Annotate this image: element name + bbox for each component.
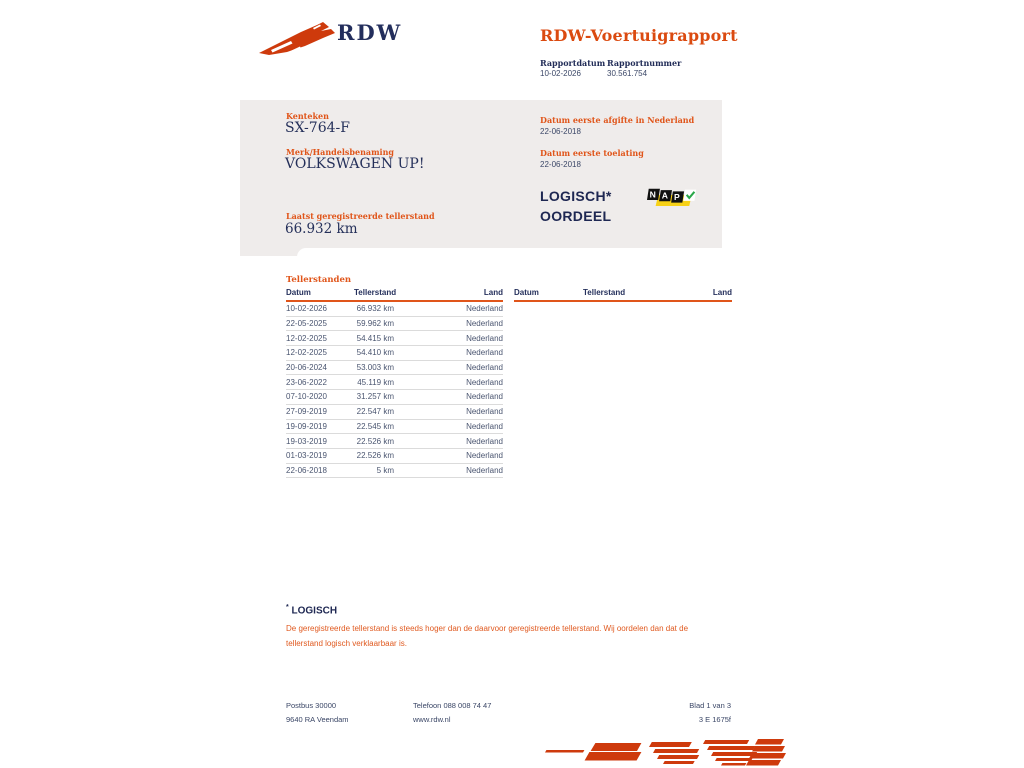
- footer-page-info: [631, 699, 731, 727]
- cell-land: Nederland: [394, 316, 503, 331]
- tellerstanden-body: [286, 301, 503, 478]
- cell-datum: 19-09-2019: [286, 419, 354, 434]
- table-row: [286, 419, 503, 434]
- cell-datum: 07-10-2020: [286, 390, 354, 405]
- tellerstanden-heading: Tellerstanden: [286, 275, 352, 285]
- table-row: [286, 434, 503, 449]
- table-row: [286, 375, 503, 390]
- oordeel-line2: OORDEEL: [540, 208, 612, 224]
- footer-city: 9640 RA Veendam: [286, 715, 349, 724]
- oordeel-line1: LOGISCH*: [540, 188, 612, 204]
- table-row: [286, 346, 503, 361]
- nap-letter-n: N: [649, 189, 656, 200]
- footer-address: [286, 699, 349, 727]
- afgifte-label: Datum eerste afgifte in Nederland: [540, 115, 695, 125]
- cell-tellerstand: 5 km: [354, 463, 394, 478]
- toelating-value: 22-06-2018: [540, 160, 581, 169]
- cell-tellerstand: 66.932 km: [354, 301, 394, 316]
- footer-contact: [413, 699, 491, 727]
- kenteken-label: Kenteken: [286, 111, 329, 121]
- cell-tellerstand: 53.003 km: [354, 360, 394, 375]
- cell-datum: 01-03-2019: [286, 448, 354, 463]
- cell-tellerstand: 22.526 km: [354, 448, 394, 463]
- nap-letter-p: P: [674, 192, 680, 203]
- table-row: [286, 301, 503, 316]
- oordeel-text: [540, 186, 612, 226]
- table-row: [286, 390, 503, 405]
- footer-postbus: Postbus 30000: [286, 701, 337, 710]
- nap-logo-icon: [647, 186, 697, 208]
- cell-land: Nederland: [394, 390, 503, 405]
- footer-phone: Telefoon 088 008 74 47: [413, 701, 492, 710]
- tellerstanden-table-right: [514, 288, 732, 302]
- col-land: Land: [623, 288, 732, 301]
- rdw-speed-stripes-icon: [545, 737, 795, 768]
- col-tellerstand: Tellerstand: [354, 288, 394, 301]
- table-header-row: [514, 288, 732, 301]
- cell-tellerstand: 45.119 km: [354, 375, 394, 390]
- cell-land: Nederland: [394, 331, 503, 346]
- tellerstand-value: 66.932 km: [285, 221, 358, 237]
- table-row: [286, 404, 503, 419]
- footnote-text: De geregistreerde tellerstand is steeds hoger dan de daarvoor geregistreerde tellerstand. Wij oordelen dan dat de tellerstand logisch verklaarbaar is.: [286, 624, 689, 648]
- merk-label: Merk/Handelsbenaming: [286, 147, 395, 157]
- cell-datum: 20-06-2024: [286, 360, 354, 375]
- cell-land: Nederland: [394, 434, 503, 449]
- afgifte-value: 22-06-2018: [540, 127, 581, 136]
- table-row: [286, 316, 503, 331]
- cell-datum: 23-06-2022: [286, 375, 354, 390]
- cell-tellerstand: 22.526 km: [354, 434, 394, 449]
- cell-tellerstand: 22.545 km: [354, 419, 394, 434]
- report-date-label: Rapportdatum: [540, 58, 606, 68]
- cell-land: Nederland: [394, 448, 503, 463]
- cell-tellerstand: 22.547 km: [354, 404, 394, 419]
- table-row: [286, 463, 503, 478]
- report-date-value: 10-02-2026: [540, 69, 581, 78]
- cell-land: Nederland: [394, 463, 503, 478]
- toelating-label: Datum eerste toelating: [540, 148, 644, 158]
- cell-land: Nederland: [394, 419, 503, 434]
- footer-website: www.rdw.nl: [413, 715, 451, 724]
- cell-land: Nederland: [394, 360, 503, 375]
- table-row: [286, 448, 503, 463]
- nap-letter-a: A: [661, 190, 668, 201]
- cell-tellerstand: 54.415 km: [354, 331, 394, 346]
- cell-tellerstand: 54.410 km: [354, 346, 394, 361]
- rdw-wordmark: RDW: [337, 20, 403, 45]
- footnote-title: [286, 604, 337, 616]
- report-number-value: 30.561.754: [607, 69, 648, 78]
- cell-land: Nederland: [394, 346, 503, 361]
- footnote-title-text: LOGISCH: [291, 605, 338, 617]
- col-datum: Datum: [514, 288, 583, 301]
- cell-datum: 10-02-2026: [286, 301, 354, 316]
- merk-value: VOLKSWAGEN UP!: [285, 156, 425, 172]
- rdw-bird-logo-icon: [257, 20, 337, 58]
- cell-land: Nederland: [394, 375, 503, 390]
- cell-tellerstand: 31.257 km: [354, 390, 394, 405]
- tellerstanden-table-left: [286, 288, 503, 478]
- cell-datum: 12-02-2025: [286, 346, 354, 361]
- footnote-asterisk: *: [286, 604, 289, 611]
- col-datum: Datum: [286, 288, 354, 301]
- table-header-row: [286, 288, 503, 301]
- summary-panel-notch: [297, 248, 722, 257]
- cell-datum: 22-05-2025: [286, 316, 354, 331]
- kenteken-value: SX-764-F: [285, 120, 350, 136]
- table-row: [286, 360, 503, 375]
- cell-land: Nederland: [394, 404, 503, 419]
- cell-datum: 22-06-2018: [286, 463, 354, 478]
- report-number-label: Rapportnummer: [607, 58, 682, 68]
- cell-datum: 27-09-2019: [286, 404, 354, 419]
- footer-form-code: 3 E 1675f: [698, 715, 731, 724]
- cell-tellerstand: 59.962 km: [354, 316, 394, 331]
- footer-page-number: Blad 1 van 3: [689, 701, 731, 710]
- cell-land: Nederland: [394, 301, 503, 316]
- cell-datum: 19-03-2019: [286, 434, 354, 449]
- tellerstand-label: Laatst geregistreerde tellerstand: [286, 211, 435, 221]
- col-tellerstand: Tellerstand: [583, 288, 623, 301]
- page-title: RDW-Voertuigrapport: [540, 26, 738, 45]
- col-land: Land: [394, 288, 503, 301]
- cell-datum: 12-02-2025: [286, 331, 354, 346]
- table-row: [286, 331, 503, 346]
